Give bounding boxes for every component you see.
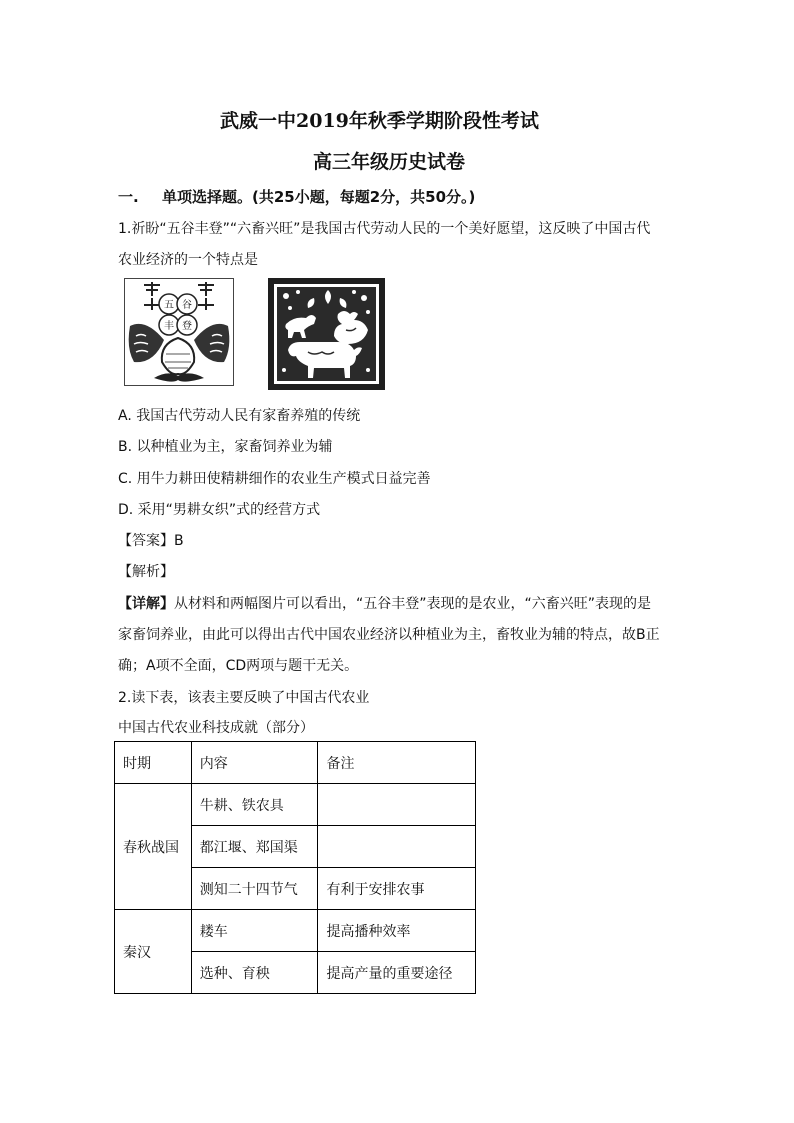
exam-subtitle: 高三年级历史试卷 <box>313 151 466 173</box>
content-cell: 耧车 <box>191 910 318 952</box>
char-deng: 登 <box>182 321 192 332</box>
section-heading: 单项选择题。(共25小题，每题2分，共50分。) <box>162 188 476 206</box>
q1-option-c: C. 用牛力耕田使精耕细作的农业生产模式日益完善 <box>118 471 431 487</box>
period-cell: 秦汉 <box>115 910 192 994</box>
q1-detail-line3: 确；A项不全面，CD两项与题干无关。 <box>118 658 359 674</box>
note-cell: 提高产量的重要途径 <box>318 952 476 994</box>
agri-tech-table <box>114 741 476 994</box>
q2-stem: 2.读下表，该表主要反映了中国古代农业 <box>118 690 370 706</box>
table-header-row <box>115 742 476 784</box>
char-gu: 谷 <box>182 300 192 311</box>
note-cell: 提高播种效率 <box>318 910 476 952</box>
content-cell: 都江堰、郑国渠 <box>191 826 318 868</box>
q1-option-b: B. 以种植业为主，家畜饲养业为辅 <box>118 439 333 455</box>
content-cell: 选种、育秧 <box>191 952 318 994</box>
q1-detail-line1 <box>118 593 651 613</box>
answer-value: B <box>174 533 184 549</box>
answer-tag: 【答案】 <box>118 533 174 549</box>
q1-option-d: D. 采用“男耕女织”式的经营方式 <box>118 502 321 518</box>
exam-title: 武威一中2019年秋季学期阶段性考试 <box>220 110 539 132</box>
q1-stem-line2: 农业经济的一个特点是 <box>118 252 258 268</box>
note-cell <box>318 826 476 868</box>
content-cell: 测知二十四节气 <box>191 868 318 910</box>
table-row <box>115 784 476 826</box>
q2-table-caption: 中国古代农业科技成就（部分） <box>118 720 314 736</box>
header-content: 内容 <box>191 742 318 784</box>
analysis-tag: 【解析】 <box>118 564 174 580</box>
q1-option-a: A. 我国古代劳动人民有家畜养殖的传统 <box>118 408 361 424</box>
note-cell <box>318 784 476 826</box>
detail-text: 从材料和两幅图片可以看出，“五谷丰登”表现的是农业，“六畜兴旺”表现的是 <box>174 596 652 612</box>
q1-detail-line2: 家畜饲养业，由此可以得出古代中国农业经济以种植业为主，畜牧业为辅的特点，故B正 <box>118 627 660 643</box>
q1-stem-line1: 1.祈盼“五谷丰登”“六畜兴旺”是我国古代劳动人民的一个美好愿望，这反映了中国古代 <box>118 221 651 237</box>
paper-cut-wugu-image <box>124 278 234 386</box>
header-period: 时期 <box>115 742 192 784</box>
note-cell: 有利于安排农事 <box>318 868 476 910</box>
char-wu: 五 <box>164 300 174 311</box>
period-cell: 春秋战国 <box>115 784 192 910</box>
paper-cut-liuchu-image <box>268 278 385 390</box>
content-cell: 牛耕、铁农具 <box>191 784 318 826</box>
section-number: 一. <box>118 188 139 206</box>
header-note: 备注 <box>318 742 476 784</box>
q1-answer <box>118 530 184 550</box>
char-feng: 丰 <box>164 321 174 332</box>
detail-tag: 【详解】 <box>118 596 174 612</box>
table-row <box>115 910 476 952</box>
